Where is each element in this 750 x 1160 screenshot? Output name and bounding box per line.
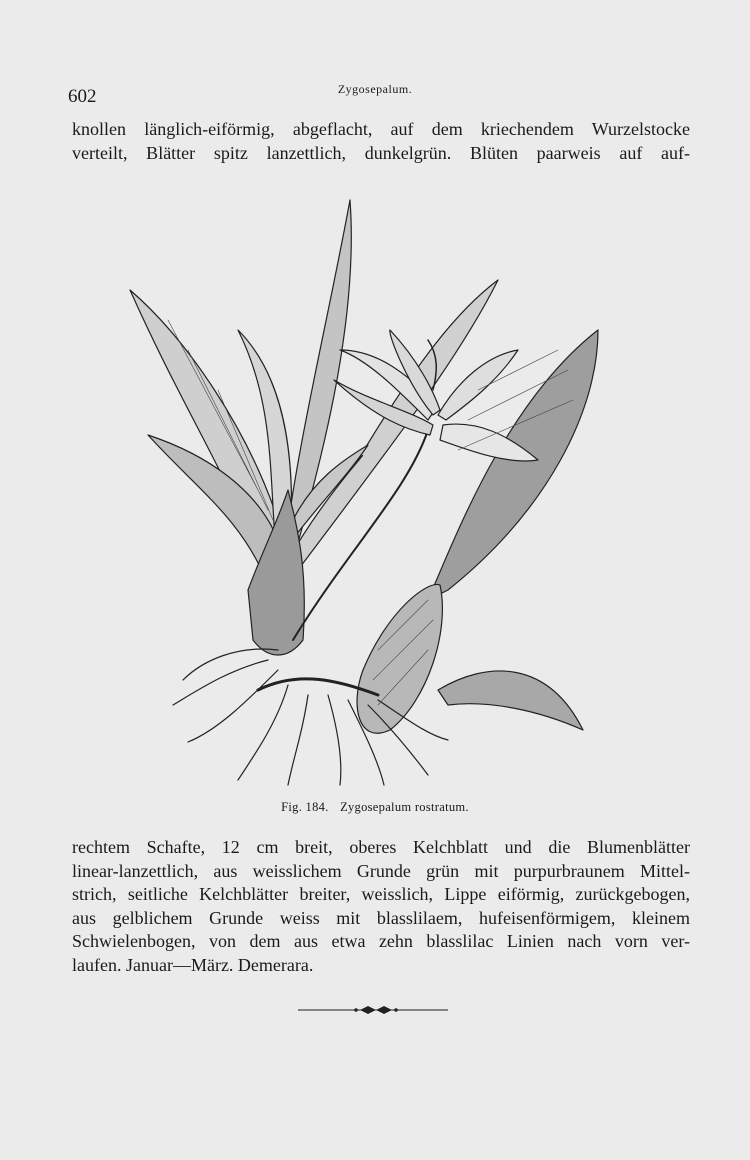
running-head: Zygosepalum. (337, 82, 413, 96)
bulb (357, 584, 442, 733)
paragraph-bottom (72, 836, 690, 977)
orchid-illustration (128, 190, 608, 790)
text-line: verteilt, Blätter spitz lanzettlich, dunkelgrün. Blüten paarweis auf auf- (72, 142, 690, 163)
text-line: aus gelblichem Grunde weiss mit blasslilaem, hufeisenförmigem, kleinem (72, 907, 690, 928)
root (188, 670, 278, 742)
page-number: 602 (68, 86, 97, 107)
root (328, 695, 341, 785)
paragraph-top (72, 118, 690, 165)
root (173, 660, 268, 705)
figure-title: Zygosepalum rostratum. (340, 800, 469, 814)
text-line: Schwielenbogen, von dem aus etwa zehn blasslilac Linien nach vorn ver- (72, 931, 690, 951)
figure-caption (0, 800, 750, 815)
root (288, 695, 308, 785)
ornament-divider (298, 1002, 448, 1018)
leaf (428, 330, 598, 600)
text-line: laufen. Januar—März. Demerara. (72, 954, 314, 975)
text-line: linear-lanzettlich, aus weisslichem Grunde grün mit purpurbraunem Mittel- (72, 860, 690, 881)
root (238, 685, 288, 780)
figure-label: Fig. 184. (281, 800, 329, 814)
leaf (438, 671, 583, 730)
root (183, 649, 278, 680)
text-line: knollen länglich-eiförmig, abgeflacht, auf dem kriechendem Wurzelstocke (72, 119, 690, 139)
text-line: rechtem Schafte, 12 cm breit, oberes Kelchblatt und die Blumenblätter (72, 837, 690, 857)
text-line: strich, seitliche Kelchblätter breiter, weisslich, Lippe eiförmig, zurückgebogen, (72, 884, 690, 904)
